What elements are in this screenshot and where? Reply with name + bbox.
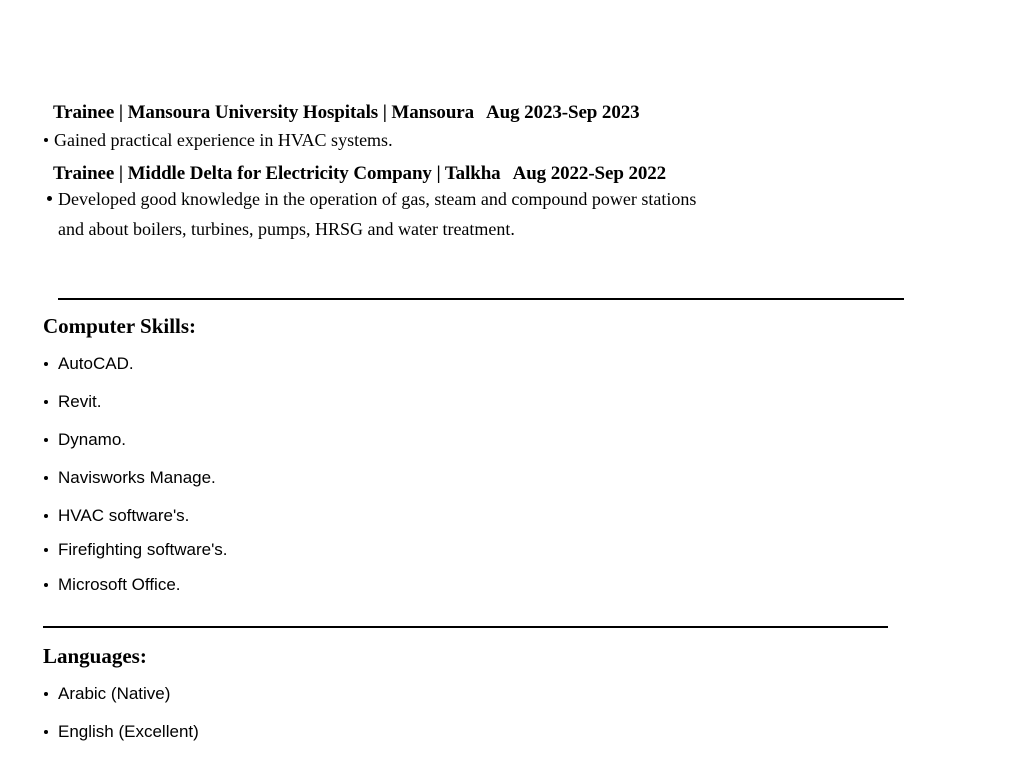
experience-entry-title bbox=[53, 102, 640, 124]
experience-date: Aug 2022-Sep 2022 bbox=[512, 163, 667, 184]
section-divider bbox=[58, 298, 904, 300]
skill-item bbox=[44, 468, 216, 488]
skill-label: Firefighting software's. bbox=[58, 540, 228, 559]
language-label: Arabic (Native) bbox=[58, 684, 171, 703]
language-item bbox=[44, 684, 170, 704]
skill-label: Navisworks Manage. bbox=[58, 468, 216, 487]
skill-item bbox=[44, 540, 228, 560]
bullet-icon bbox=[44, 438, 48, 442]
skill-item bbox=[44, 430, 126, 450]
bullet-icon bbox=[44, 692, 48, 696]
computer-skills-heading: Computer Skills: bbox=[43, 314, 197, 338]
languages-heading: Languages: bbox=[43, 644, 147, 668]
bullet-icon bbox=[44, 730, 48, 734]
experience-date: Aug 2023-Sep 2023 bbox=[486, 102, 640, 123]
skill-item bbox=[44, 354, 134, 374]
language-item bbox=[44, 722, 199, 742]
bullet-icon bbox=[44, 400, 48, 404]
experience-description-line: Developed good knowledge in the operation of gas, steam and compound power stations bbox=[58, 189, 697, 209]
skill-label: Microsoft Office. bbox=[58, 575, 181, 594]
experience-role: Trainee | Mansoura University Hospitals | Mansoura bbox=[53, 102, 475, 123]
experience-description bbox=[44, 130, 393, 151]
skill-label: HVAC software's. bbox=[58, 506, 190, 525]
skill-label: AutoCAD. bbox=[58, 354, 134, 373]
bullet-icon bbox=[44, 583, 48, 587]
bullet-icon bbox=[44, 138, 48, 142]
experience-description-line: and about boilers, turbines, pumps, HRSG and water treatment. bbox=[58, 219, 515, 239]
experience-role: Trainee | Middle Delta for Electricity Company | Talkha bbox=[53, 163, 501, 184]
skill-label: Revit. bbox=[58, 392, 102, 411]
experience-description bbox=[47, 189, 696, 210]
experience-description-continuation bbox=[58, 219, 515, 240]
section-divider bbox=[43, 626, 888, 628]
skill-item bbox=[44, 575, 181, 595]
bullet-icon bbox=[47, 196, 52, 201]
bullet-icon bbox=[44, 548, 48, 552]
bullet-icon bbox=[44, 514, 48, 518]
bullet-icon bbox=[44, 362, 48, 366]
skill-item bbox=[44, 506, 189, 526]
experience-description-line: Gained practical experience in HVAC systems. bbox=[54, 130, 393, 150]
experience-entry-title bbox=[53, 163, 666, 185]
bullet-icon bbox=[44, 476, 48, 480]
skill-label: Dynamo. bbox=[58, 430, 127, 449]
skill-item bbox=[44, 392, 101, 412]
language-label: English (Excellent) bbox=[58, 722, 199, 741]
